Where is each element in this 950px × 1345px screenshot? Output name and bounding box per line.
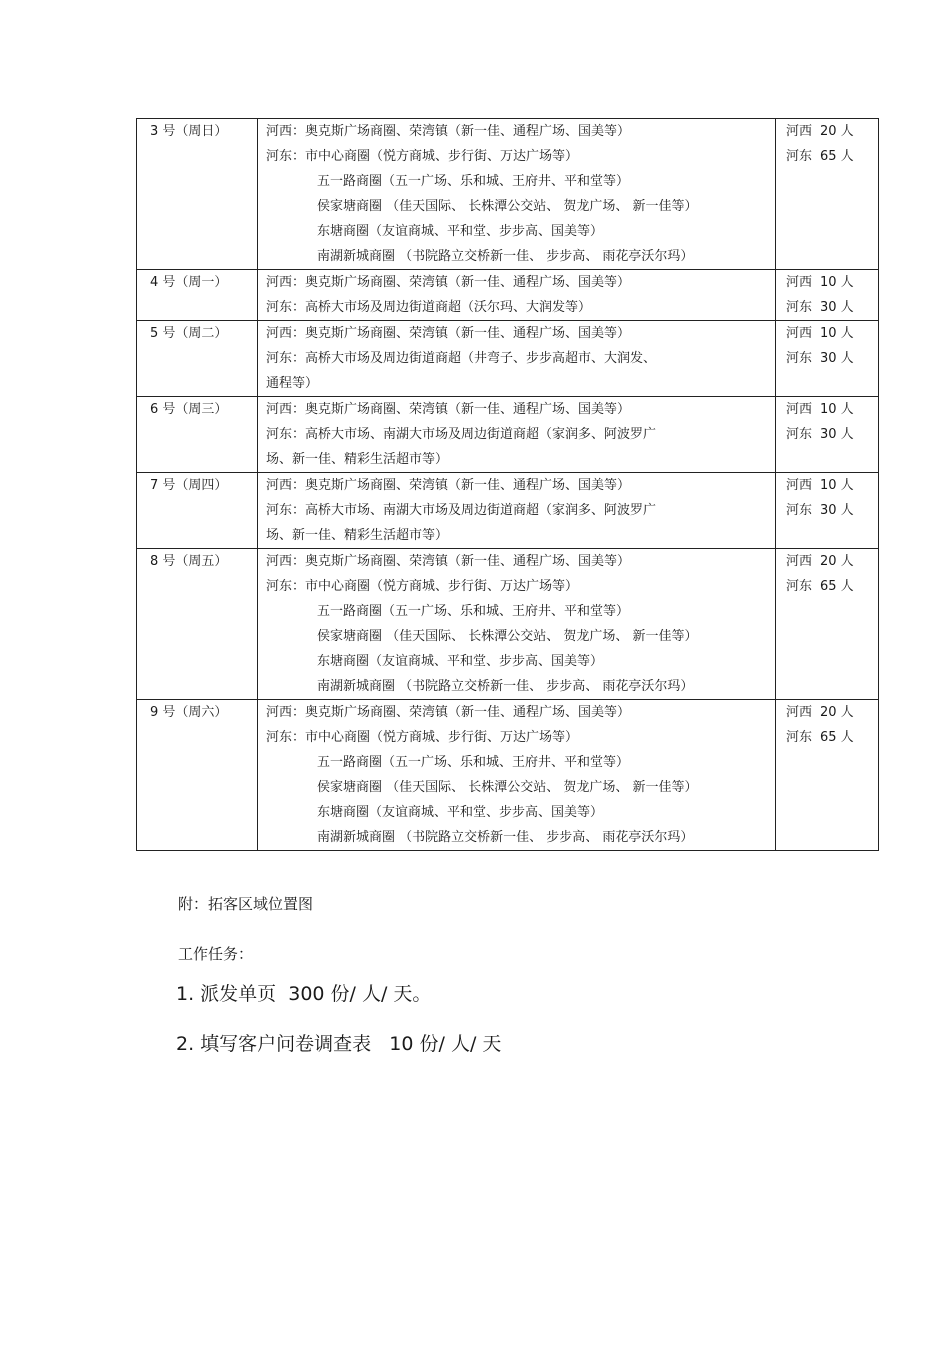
staff-line [776, 700, 878, 725]
area-line: 河东：市中心商圈（悦方商城、步行街、万达广场等） [266, 730, 579, 745]
staff-unit: 人 [840, 300, 854, 315]
staff-unit: 人 [840, 554, 854, 569]
staff-cell [776, 270, 879, 321]
schedule-row [137, 270, 879, 321]
area-line: 场、新一佳、精彩生活超市等） [266, 452, 449, 467]
staff-count: 20 [820, 554, 837, 569]
area-line: 侯家塘商圈 （佳天国际、 长株潭公交站、 贺龙广场、 新一佳等） [317, 629, 698, 644]
staff-side: 河西 [786, 705, 813, 720]
schedule-row [137, 473, 879, 549]
staff-side: 河东 [786, 351, 813, 366]
staff-unit: 人 [840, 402, 854, 417]
area-line: 河西：奥克斯广场商圈、荣湾镇（新一佳、通程广场、国美等） [266, 124, 631, 139]
staff-line [776, 270, 878, 295]
staff-unit: 人 [840, 124, 854, 139]
task-item-1: 1. 派发单页 300 份/ 人/ 天。 [176, 983, 432, 1005]
staff-count: 65 [820, 149, 837, 164]
staff-count: 30 [820, 427, 837, 442]
area-line: 河东：高桥大市场、南湖大市场及周边街道商超（家润多、阿波罗广 [266, 427, 657, 442]
area-cell [258, 397, 776, 473]
schedule-row [137, 321, 879, 397]
staff-unit: 人 [840, 427, 854, 442]
staff-side: 河东 [786, 730, 813, 745]
area-cell [258, 119, 776, 270]
staff-line [776, 321, 878, 346]
task-item-2: 2. 填写客户问卷调查表 10 份/ 人/ 天 [176, 1033, 502, 1055]
date-text: 6 号（周三） [150, 402, 228, 417]
staff-side: 河东 [786, 300, 813, 315]
staff-side: 河西 [786, 478, 813, 493]
staff-side: 河西 [786, 326, 813, 341]
area-line: 南湖新城商圈 （书院路立交桥新一佳、 步步高、 雨花亭沃尔玛） [317, 249, 694, 264]
staff-count: 30 [820, 300, 837, 315]
date-cell [137, 321, 258, 397]
area-line: 河西：奥克斯广场商圈、荣湾镇（新一佳、通程广场、国美等） [266, 554, 631, 569]
staff-line [776, 295, 878, 320]
staff-count: 30 [820, 351, 837, 366]
staff-cell [776, 549, 879, 700]
area-line: 河东：市中心商圈（悦方商城、步行街、万达广场等） [266, 579, 579, 594]
area-line: 南湖新城商圈 （书院路立交桥新一佳、 步步高、 雨花亭沃尔玛） [317, 679, 694, 694]
staff-line [776, 498, 878, 523]
date-text: 5 号（周二） [150, 326, 228, 341]
staff-unit: 人 [840, 275, 854, 290]
area-line: 河西：奥克斯广场商圈、荣湾镇（新一佳、通程广场、国美等） [266, 705, 631, 720]
area-line: 东塘商圈（友谊商城、平和堂、步步高、国美等） [317, 224, 604, 239]
staff-count: 20 [820, 124, 837, 139]
staff-line [776, 422, 878, 447]
staff-count: 65 [820, 579, 837, 594]
area-line: 河西：奥克斯广场商圈、荣湾镇（新一佳、通程广场、国美等） [266, 402, 631, 417]
staff-side: 河西 [786, 554, 813, 569]
staff-unit: 人 [840, 326, 854, 341]
area-cell [258, 270, 776, 321]
date-cell [137, 473, 258, 549]
area-line: 五一路商圈（五一广场、乐和城、王府井、平和堂等） [317, 755, 630, 770]
date-text: 7 号（周四） [150, 478, 228, 493]
staff-line [776, 397, 878, 422]
staff-line [776, 574, 878, 599]
staff-side: 河西 [786, 124, 813, 139]
staff-unit: 人 [840, 503, 854, 518]
staff-count: 65 [820, 730, 837, 745]
staff-cell [776, 321, 879, 397]
area-line: 五一路商圈（五一广场、乐和城、王府井、平和堂等） [317, 174, 630, 189]
area-line: 河东：高桥大市场、南湖大市场及周边街道商超（家润多、阿波罗广 [266, 503, 657, 518]
staff-unit: 人 [840, 351, 854, 366]
staff-line [776, 119, 878, 144]
staff-unit: 人 [840, 579, 854, 594]
area-line: 河东：高桥大市场及周边街道商超（沃尔玛、大润发等） [266, 300, 592, 315]
area-line: 东塘商圈（友谊商城、平和堂、步步高、国美等） [317, 654, 604, 669]
staff-cell [776, 473, 879, 549]
staff-side: 河西 [786, 275, 813, 290]
staff-unit: 人 [840, 705, 854, 720]
staff-count: 20 [820, 705, 837, 720]
date-cell [137, 270, 258, 321]
staff-unit: 人 [840, 149, 854, 164]
staff-count: 10 [820, 402, 837, 417]
schedule-table [136, 118, 879, 851]
date-cell [137, 700, 258, 851]
area-cell [258, 473, 776, 549]
area-cell [258, 700, 776, 851]
area-line: 侯家塘商圈 （佳天国际、 长株潭公交站、 贺龙广场、 新一佳等） [317, 780, 698, 795]
date-cell [137, 397, 258, 473]
staff-unit: 人 [840, 478, 854, 493]
staff-side: 河东 [786, 149, 813, 164]
schedule-row [137, 397, 879, 473]
area-line: 河东：市中心商圈（悦方商城、步行街、万达广场等） [266, 149, 579, 164]
schedule-body [137, 119, 879, 851]
date-text: 9 号（周六） [150, 705, 228, 720]
staff-cell [776, 700, 879, 851]
area-line: 河西：奥克斯广场商圈、荣湾镇（新一佳、通程广场、国美等） [266, 326, 631, 341]
area-line: 侯家塘商圈 （佳天国际、 长株潭公交站、 贺龙广场、 新一佳等） [317, 199, 698, 214]
staff-side: 河东 [786, 427, 813, 442]
staff-cell [776, 119, 879, 270]
staff-side: 河西 [786, 402, 813, 417]
schedule-row [137, 700, 879, 851]
staff-count: 10 [820, 326, 837, 341]
date-cell [137, 549, 258, 700]
staff-cell [776, 397, 879, 473]
area-line: 五一路商圈（五一广场、乐和城、王府井、平和堂等） [317, 604, 630, 619]
schedule-row [137, 549, 879, 700]
staff-count: 10 [820, 478, 837, 493]
staff-side: 河东 [786, 579, 813, 594]
schedule-row [137, 119, 879, 270]
area-cell [258, 321, 776, 397]
area-line: 河西：奥克斯广场商圈、荣湾镇（新一佳、通程广场、国美等） [266, 275, 631, 290]
area-line: 通程等） [266, 376, 319, 391]
staff-line [776, 473, 878, 498]
staff-line [776, 346, 878, 371]
area-cell [258, 549, 776, 700]
date-text: 4 号（周一） [150, 275, 228, 290]
area-line: 南湖新城商圈 （书院路立交桥新一佳、 步步高、 雨花亭沃尔玛） [317, 830, 694, 845]
date-cell [137, 119, 258, 270]
staff-count: 10 [820, 275, 837, 290]
area-line: 东塘商圈（友谊商城、平和堂、步步高、国美等） [317, 805, 604, 820]
staff-unit: 人 [840, 730, 854, 745]
staff-side: 河东 [786, 503, 813, 518]
staff-count: 30 [820, 503, 837, 518]
tasks-heading: 工作任务： [178, 945, 254, 963]
staff-line [776, 725, 878, 750]
date-text: 8 号（周五） [150, 554, 228, 569]
area-line: 河西：奥克斯广场商圈、荣湾镇（新一佳、通程广场、国美等） [266, 478, 631, 493]
area-line: 河东：高桥大市场及周边街道商超（井弯子、步步高超市、大润发、 [266, 351, 657, 366]
appendix-note: 附：拓客区域位置图 [178, 895, 314, 913]
date-text: 3 号（周日） [150, 124, 228, 139]
area-line: 场、新一佳、精彩生活超市等） [266, 528, 449, 543]
staff-line [776, 549, 878, 574]
staff-line [776, 144, 878, 169]
